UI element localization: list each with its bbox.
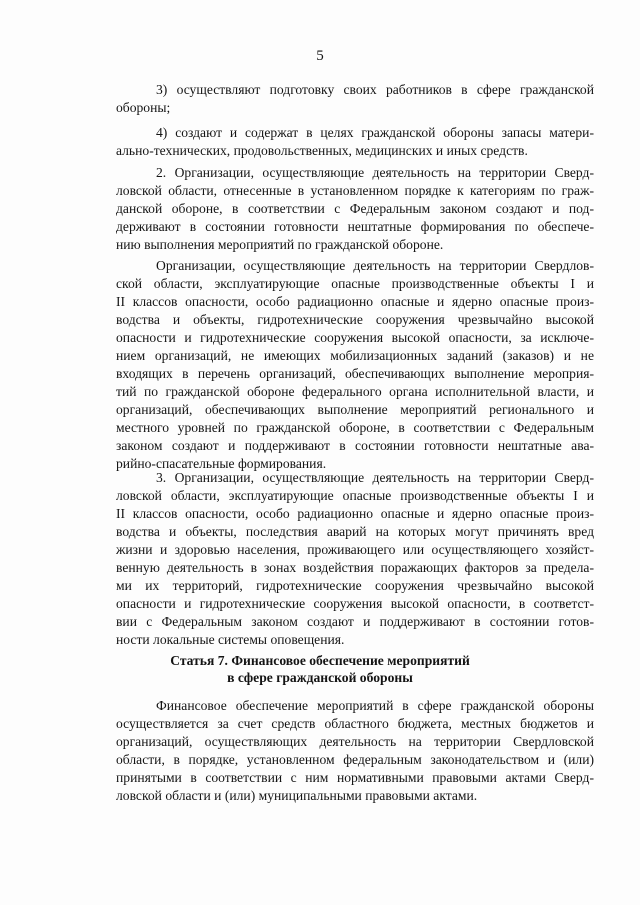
text-line: местного уровней по гражданской обороне, в соответствии с Федеральным [116,420,594,435]
text-line: ности локальные системы оповещения. [116,632,345,647]
text-line: опасности и гидротехнические сооружения высокой опасности, за исключе- [116,330,594,345]
text-line: ской области, эксплуатирующие опасные производственные объекты I и [116,276,594,291]
paragraph-3 [116,469,594,649]
text-line: 4) создают и содержат в целях гражданской обороны запасы матери- [156,125,594,140]
text-line: II классов опасности, особо радиационно опасные и ядерно опасные произ- [116,506,594,521]
text-line: вии с Федеральным законом создают и поддерживают в состоянии готов- [116,614,594,629]
text-line: Финансовое обеспечение мероприятий в сфере гражданской обороны [156,698,594,713]
text-line: входящих в перечень организаций, обеспечивающих выполнение мероприя- [116,366,594,381]
text-line: держивают в состоянии готовности нештатные формирования по обеспече- [116,219,594,234]
text-line: ально-технических, продовольственных, медицинских и иных средств. [116,143,528,158]
paragraph-organizations [116,257,594,473]
paragraph-2 [116,164,594,254]
text-line: 3) осуществляют подготовку своих работников в сфере гражданской [156,82,594,97]
text-line: данской обороне, в соответствии с Федеральным законом создают и под- [116,201,594,216]
text-line: ловской области, эксплуатирующие опасные производственные объекты I и [116,488,594,503]
text-line: области, в порядке, установленном федеральным законодательством и (или) [116,752,594,767]
text-line: водства и объекты, гидротехнические сооружения чрезвычайно высокой [116,312,594,327]
text-line: венную деятельность в зонах воздействия поражающих факторов за предела- [116,560,594,575]
text-line: ловской области, отнесенные в установленном порядке к категориям по граж- [116,183,594,198]
text-line: ми их территорий, гидротехнические сооружения чрезвычайно высокой [116,578,594,593]
text-line: II классов опасности, особо радиационно опасные и ядерно опасные произ- [116,294,594,309]
text-line: организаций, осуществляющих деятельность на территории Свердловской [116,734,594,749]
paragraph-item-3 [116,81,594,117]
page-number: 5 [316,48,324,64]
text-line: рийно-спасательные формирования. [116,456,327,471]
article-7-heading [0,652,640,686]
text-line: жизни и здоровью населения, проживающего или осуществляющего хозяйст- [116,542,594,557]
text-line: нию выполнения мероприятий по гражданской обороне. [116,237,444,252]
text-line: водства и объекты, последствия аварий на которых могут причинять вред [116,524,594,539]
article-title-line: в сфере гражданской обороны [227,670,413,685]
text-line: нием организаций, не имеющих мобилизационных заданий (заказов) и не [116,348,594,363]
text-line: тий по гражданской обороне федерального органа исполнительной власти, и [116,384,594,399]
text-line: Организации, осуществляющие деятельность на территории Свердлов- [156,258,594,273]
paragraph-item-4 [116,124,594,160]
text-line: 2. Организации, осуществляющие деятельность на территории Сверд- [156,165,594,180]
article-title-line: Статья 7. Финансовое обеспечение мероприятий [170,653,470,668]
text-line: принятыми в соответствии с ним нормативными правовыми актами Сверд- [116,770,594,785]
text-line: обороны; [116,100,171,115]
text-line: опасности и гидротехнические сооружения высокой опасности, в соответст- [116,596,594,611]
text-line: ловской области и (или) муниципальными правовыми актами. [116,788,478,803]
article-7-body [116,697,594,805]
text-line: законом создают и поддерживают в состоянии готовности нештатные ава- [116,438,594,453]
text-line: организаций, обеспечивающих выполнение мероприятий регионального и [116,402,594,417]
text-line: осуществляется за счет средств областного бюджета, местных бюджетов и [116,716,594,731]
text-line: 3. Организации, осуществляющие деятельность на территории Сверд- [156,470,594,485]
